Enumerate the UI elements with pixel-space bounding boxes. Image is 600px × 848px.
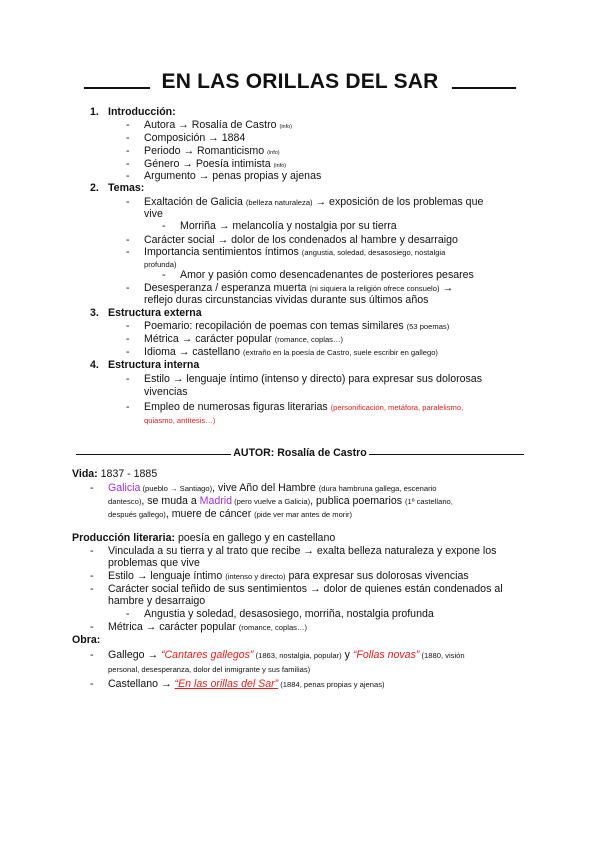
list-dash: - — [126, 282, 130, 294]
list-item — [144, 170, 321, 183]
obra-label: Obra: — [72, 634, 101, 646]
vida-line: Vida: 1837 - 1885 — [72, 468, 158, 480]
list-dash: - — [90, 482, 94, 494]
produccion-subitem: Angustia y soledad, desasosiego, morriña, nostalgia profunda — [144, 608, 434, 620]
list-dash: - — [90, 583, 94, 595]
list-dash: - — [126, 346, 130, 358]
list-item — [144, 132, 245, 145]
list-subitem: Morriña → melancolía y nostalgia por su tierra — [180, 220, 397, 232]
author-header: AUTOR: Rosalía de Castro — [233, 447, 367, 459]
section-heading: Estructura externa — [108, 307, 202, 319]
produccion-item-cont: hambre y desarraigo — [108, 595, 206, 607]
list-dash: - — [126, 401, 130, 413]
list-dash: - — [126, 132, 130, 144]
section-number: 4. — [90, 359, 99, 371]
list-dash: - — [90, 545, 94, 557]
list-item-cont: quiasmo, antítesis…) — [144, 416, 216, 425]
produccion-item: Métrica → carácter popular (romance, coplas…) — [108, 621, 308, 633]
list-item-text: Composición → 1884 — [144, 132, 246, 144]
list-dash: - — [126, 145, 130, 157]
list-dash: - — [126, 234, 130, 246]
list-item: Poemario: recopilación de poemas con temas similares (53 poemas) — [144, 320, 450, 332]
list-item: Idioma → castellano (extraño en la poesía de Castro, suele escribir en gallego) — [144, 346, 438, 358]
list-dash: - — [126, 333, 130, 345]
list-item: Exaltación de Galicia (belleza naturaleza) → exposición de los problemas que — [144, 196, 484, 208]
list-dash: - — [126, 320, 130, 332]
list-subitem: Amor y pasión como desencadenantes de posteriores pesares — [180, 269, 474, 281]
section-heading: Estructura interna — [108, 359, 200, 371]
list-dash: - — [126, 608, 130, 620]
info-note: (info) — [279, 124, 293, 130]
list-item-text: Argumento → penas propias y ajenas — [144, 170, 322, 182]
obra-castellano: Castellano → “En las orillas del Sar” (1884, penas propias y ajenas) — [108, 678, 385, 690]
produccion-line: Producción literaria: poesía en gallego y en castellano — [72, 532, 336, 544]
list-dash: - — [126, 246, 130, 258]
list-item-text: Género → Poesía intimista — [144, 158, 271, 170]
list-dash: - — [126, 170, 130, 182]
list-item-cont: vive — [144, 208, 163, 220]
list-dash: - — [90, 570, 94, 582]
list-dash: - — [90, 621, 94, 633]
list-item-cont: profunda) — [144, 260, 177, 269]
section-number: 2. — [90, 182, 99, 194]
obra-gallego: Gallego → “Cantares gallegos” (1863, nostalgia, popular) y “Follas novas” (1880, visión — [108, 649, 465, 661]
list-dash: - — [126, 373, 130, 385]
list-dash: - — [162, 220, 166, 232]
list-item: Carácter social → dolor de los condenados al hambre y desarraigo — [144, 234, 458, 246]
list-item-text: Autora → Rosalía de Castro — [144, 119, 277, 131]
obra-gallego-cont: personal, desesperanza, dolor del inmigrante y sus familias) — [108, 665, 311, 674]
list-dash: - — [162, 269, 166, 281]
vida-item-cont: después gallego), muere de cáncer (pide ver mar antes de morir) — [108, 508, 353, 520]
list-item-cont: reflejo duras circunstancias vividas durante sus últimos años — [144, 294, 429, 306]
list-dash: - — [126, 119, 130, 131]
page-title: EN LAS ORILLAS DEL SAR — [0, 70, 600, 94]
info-note: (info) — [267, 150, 280, 156]
list-item: Estilo → lenguaje íntimo (intenso y directo) para expresar sus dolorosas — [144, 373, 482, 385]
produccion-item: Carácter social teñido de sus sentimientos → dolor de quienes están condenados al — [108, 583, 503, 595]
list-item-cont: vivencias — [144, 386, 188, 398]
produccion-item-cont: problemas que vive — [108, 557, 200, 569]
vida-item-cont: dantesco), se muda a Madrid (pero vuelve a Galicia), publica poemarios (1º castellano, — [108, 495, 453, 507]
produccion-item: Estilo → lenguaje íntimo (intenso y directo) para expresar sus dolorosas vivencias — [108, 570, 469, 582]
produccion-item: Vinculada a su tierra y al trato que recibe → exalta belleza naturaleza y expone los — [108, 545, 497, 557]
section-heading: Temas: — [108, 182, 145, 194]
list-item: Empleo de numerosas figuras literarias (personificación, metáfora, paralelismo, — [144, 401, 464, 413]
section-number: 1. — [90, 106, 99, 118]
list-dash: - — [90, 678, 94, 690]
title-row — [0, 70, 600, 100]
list-dash: - — [126, 196, 130, 208]
info-note: (info) — [273, 163, 287, 169]
vida-item: Galicia (pueblo → Santiago), vive Año del Hambre (dura hambruna gallega, escenario — [108, 482, 437, 494]
list-item: Métrica → carácter popular (romance, coplas…) — [144, 333, 344, 345]
list-item: Desesperanza / esperanza muerta (ni siquiera la religión ofrece consuelo) → — [144, 282, 454, 294]
list-item-text: Periodo → Romanticismo — [144, 145, 265, 157]
list-dash: - — [126, 158, 130, 170]
list-dash: - — [90, 649, 94, 661]
list-item: Importancia sentimientos íntimos (angustia, soledad, desasosiego, nostalgia — [144, 246, 446, 258]
section-heading: Introducción: — [108, 106, 176, 118]
section-number: 3. — [90, 307, 99, 319]
